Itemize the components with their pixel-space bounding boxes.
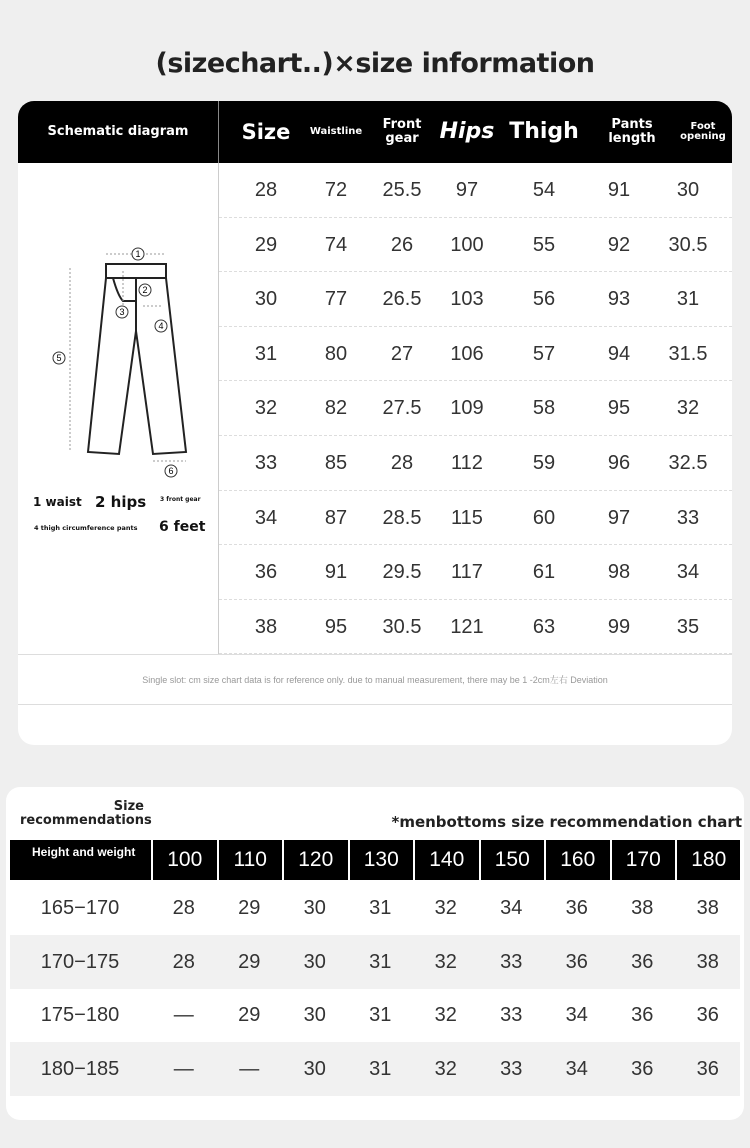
size-cell: 117 (451, 561, 483, 584)
size-row (219, 491, 732, 546)
recommendation-header (10, 840, 740, 880)
recommended-size: 30 (303, 950, 326, 973)
col-thigh: Thigh (509, 119, 579, 145)
recommended-size: — (173, 1004, 194, 1026)
recommended-size: — (239, 1057, 260, 1080)
size-cell: 30.5 (668, 233, 708, 256)
recommended-size: 34 (500, 897, 523, 919)
recommended-size: — (173, 1057, 194, 1080)
recommendation-row (10, 988, 740, 1042)
size-cell: 77 (324, 288, 348, 311)
size-cell: 38 (254, 615, 278, 638)
legend-waist: 1 waist (33, 495, 82, 509)
recommended-size: 31 (369, 897, 392, 919)
recommended-size: 34 (565, 1004, 588, 1026)
size-cell: 33 (254, 452, 278, 474)
recommendation-left-title: Size recommendations (20, 799, 152, 828)
size-cell: 34 (254, 506, 278, 529)
size-cell: 28 (254, 179, 278, 201)
size-cell: 109 (450, 397, 484, 420)
diagram-header: Schematic diagram (47, 124, 189, 140)
recommended-size: 31 (369, 1057, 392, 1080)
pants-diagram (43, 241, 193, 481)
size-cell: 27.5 (382, 397, 422, 420)
size-cell: 96 (607, 452, 631, 474)
recommendation-right-title: *menbottoms size recommendation chart (391, 813, 742, 831)
size-cell: 95 (607, 397, 631, 420)
size-chart-card (18, 101, 732, 745)
size-cell: 57 (532, 342, 556, 365)
recommended-size: 29 (238, 897, 261, 919)
size-cell: 98 (607, 561, 631, 584)
size-row (219, 218, 732, 273)
size-cell: 28.5 (382, 506, 422, 529)
height-range: 165−170 (40, 897, 120, 919)
size-cell: 93 (607, 288, 631, 311)
recommended-size: 33 (500, 1004, 523, 1026)
weight-header: 170 (610, 840, 676, 880)
size-cell: 95 (324, 615, 348, 638)
weight-header: 180 (675, 840, 741, 880)
recommended-size: 28 (172, 897, 195, 919)
size-cell: 36 (254, 561, 278, 584)
size-row (219, 436, 732, 491)
size-cell: 54 (532, 179, 556, 201)
size-row (219, 545, 732, 600)
size-cell: 30 (254, 288, 278, 311)
corner-label: Height and weight (32, 845, 136, 859)
recommended-size: 32 (434, 897, 457, 919)
divider (218, 101, 219, 163)
col-front-gear: Front gear (382, 117, 422, 146)
col-size: Size (241, 119, 291, 144)
size-cell: 32.5 (668, 452, 708, 474)
size-cell: 26 (390, 233, 414, 256)
recommended-size: 38 (696, 897, 719, 919)
col-hips: Hips (439, 119, 495, 145)
recommended-size: 36 (631, 950, 654, 973)
size-cell: 97 (607, 506, 631, 529)
weight-header: 130 (348, 840, 414, 880)
recommended-size: 31 (369, 950, 392, 973)
size-cell: 91 (607, 179, 631, 201)
size-cell: 56 (532, 288, 556, 311)
weight-header: 100 (151, 840, 217, 880)
recommended-size: 38 (631, 897, 654, 919)
size-cell: 80 (324, 342, 348, 365)
recommended-size: 32 (434, 950, 457, 973)
size-cell: 82 (324, 397, 348, 420)
size-cell: 58 (532, 397, 556, 420)
size-cell: 74 (324, 233, 348, 256)
marker-4: 4 (158, 321, 164, 331)
marker-3: 3 (119, 307, 125, 317)
size-cell: 31 (676, 288, 700, 311)
size-row (219, 327, 732, 382)
size-cell: 29 (254, 233, 278, 256)
size-cell: 100 (450, 233, 484, 256)
size-cell: 32 (676, 397, 700, 420)
col-pants-length: Pants length (608, 117, 656, 146)
recommended-size: 32 (434, 1004, 457, 1026)
recommended-size: 33 (500, 950, 523, 973)
recommended-size: 36 (631, 1004, 654, 1026)
size-cell: 27 (390, 342, 414, 365)
recommended-size: 29 (238, 1004, 261, 1026)
size-cell: 112 (451, 452, 483, 474)
recommended-size: 33 (500, 1057, 523, 1080)
marker-2: 2 (142, 285, 148, 295)
recommended-size: 32 (434, 1057, 457, 1080)
size-cell: 30.5 (382, 615, 422, 638)
size-row (219, 272, 732, 327)
size-cell: 34 (676, 561, 700, 584)
recommended-size: 29 (238, 950, 261, 973)
size-cell: 28 (390, 452, 414, 474)
legend-hips: 2 hips (95, 493, 147, 511)
size-cell: 106 (450, 342, 484, 365)
size-cell: 91 (324, 561, 348, 584)
marker-1: 1 (135, 249, 141, 259)
size-cell: 92 (607, 233, 631, 256)
size-cell: 103 (450, 288, 484, 311)
recommended-size: 36 (631, 1057, 654, 1080)
size-row (219, 381, 732, 436)
weight-header: 120 (282, 840, 348, 880)
size-cell: 72 (324, 179, 348, 201)
col-waistline: Waistline (309, 125, 363, 137)
recommended-size: 28 (172, 950, 195, 973)
size-cell: 85 (324, 452, 348, 474)
size-cell: 60 (532, 506, 556, 529)
size-cell: 61 (532, 561, 556, 584)
size-cell: 25.5 (382, 179, 422, 201)
size-cell: 115 (451, 506, 483, 529)
weight-header: 140 (413, 840, 479, 880)
height-range: 170−175 (40, 950, 120, 973)
legend-front-gear: 3 front gear (160, 496, 201, 503)
weight-header: 150 (479, 840, 545, 880)
recommended-size: 36 (565, 897, 588, 919)
size-cell: 121 (450, 615, 484, 638)
recommendation-row (10, 935, 740, 989)
recommended-size: 30 (303, 1004, 326, 1026)
marker-6: 6 (168, 466, 174, 476)
height-range: 175−180 (40, 1004, 120, 1026)
recommendation-row (10, 881, 740, 935)
col-foot-opening: Foot opening (680, 120, 726, 142)
size-cell: 32 (254, 397, 278, 420)
disclaimer-note: Single slot: cm size chart data is for reference only. due to manual measurement, there may be 1 -2cm左右 Deviation (18, 654, 732, 705)
size-cell: 31.5 (668, 342, 708, 365)
marker-5: 5 (56, 353, 62, 363)
size-cell: 94 (607, 342, 631, 365)
size-cell: 87 (324, 506, 348, 529)
recommended-size: 38 (696, 950, 719, 973)
page-title: (sizechart..)×size information (155, 48, 595, 79)
legend-thigh: 4 thigh circumference pants (34, 524, 138, 532)
recommended-size: 36 (696, 1004, 719, 1026)
recommended-size: 30 (303, 897, 326, 919)
size-cell: 55 (532, 233, 556, 256)
size-cell: 59 (532, 452, 556, 474)
recommendation-row (10, 1042, 740, 1096)
size-chart-header (18, 101, 732, 163)
recommendation-card (6, 787, 744, 1120)
recommended-size: 30 (303, 1057, 326, 1080)
size-cell: 31 (254, 342, 278, 365)
weight-header: 160 (544, 840, 610, 880)
legend-feet: 6 feet (159, 519, 206, 535)
size-cell: 99 (607, 615, 631, 638)
size-cell: 29.5 (382, 561, 422, 584)
size-row (219, 600, 732, 655)
recommended-size: 36 (565, 950, 588, 973)
size-cell: 35 (676, 615, 700, 638)
recommended-size: 31 (369, 1004, 392, 1026)
weight-header: 110 (217, 840, 283, 880)
recommended-size: 36 (696, 1057, 719, 1080)
size-cell: 30 (676, 179, 700, 201)
height-range: 180−185 (40, 1057, 120, 1080)
size-cell: 26.5 (382, 288, 422, 311)
recommended-size: 34 (565, 1057, 588, 1080)
size-cell: 33 (676, 506, 700, 529)
size-cell: 97 (455, 179, 479, 201)
size-row (219, 163, 732, 218)
size-cell: 63 (532, 615, 556, 638)
